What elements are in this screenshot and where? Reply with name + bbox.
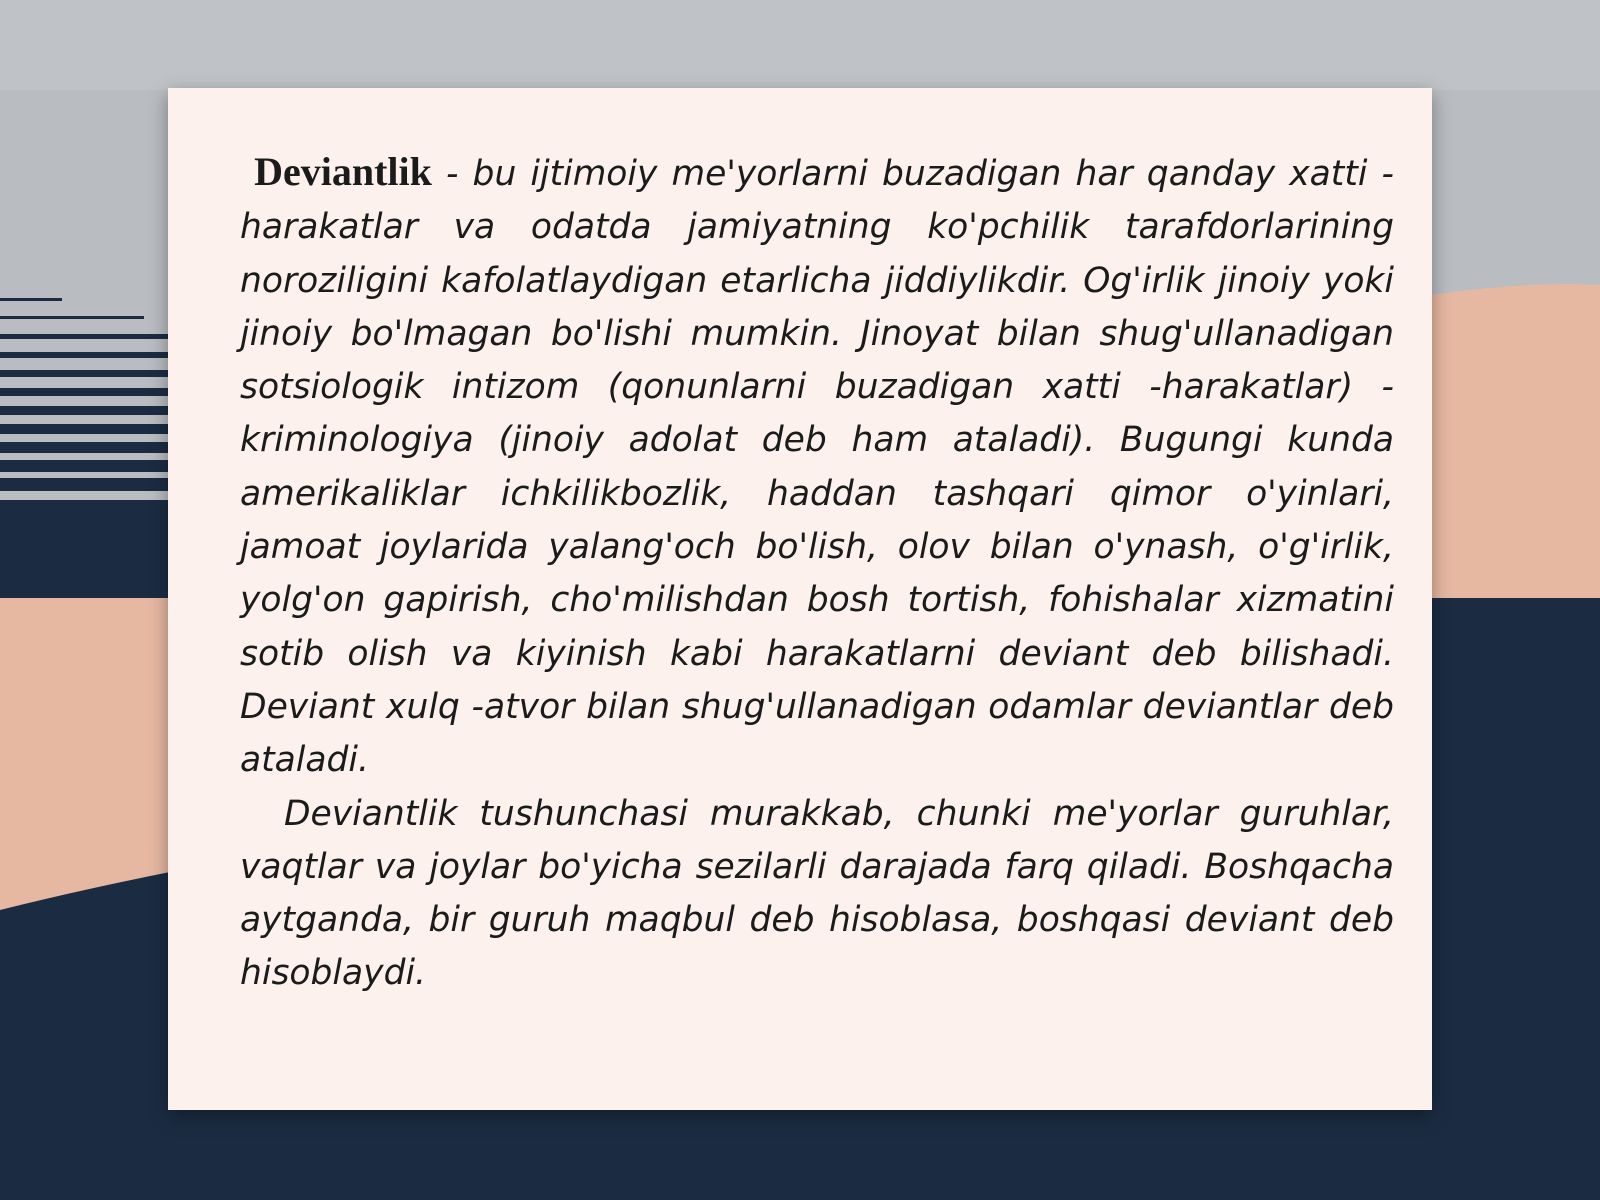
paragraph-complexity-text: Deviantlik tushunchasi murakkab, chunki me'yorlar guruhlar, vaqtlar va joylar bo'yicha sezilarli darajada farq qiladi. Boshqacha aytganda, bir guruh maqbul deb hisoblasa, boshqasi deviant deb hisoblaydi. [240, 793, 1395, 994]
paragraph-complexity [240, 788, 1394, 1001]
text-card [168, 88, 1432, 1110]
paragraph-definition-text: - bu ijtimoiy me'yorlarni buzadigan har qanday xatti -harakatlar va odatda jamiyatning ko'pchilik tarafdorlarining noroziligini kafolatlaydigan etarlicha jiddiylikdir. Og'irlik jinoiy yoki jinoiy bo'lmagan bo'lishi mumkin. Jinoyat bilan shug'ullanadigan sotsiologik intizom (qonunlarni buzadigan xatti -harakatlar) - kriminologiya (jinoiy adolat deb ham ataladi). Bugungi kunda amerikaliklar ichkilikbozlik, haddan tashqari qimor o'yinlari, jamoat joylarida yalang'och bo'lish, olov bilan o'ynash, o'g'irlik, yolg'on gapirish, cho'milishdan bosh tortish, fohishalar xizmatini sotib olish va kiyinish kabi harakatlarni deviant deb bilishadi. Deviant xulq -atvor bilan shug'ullanadigan odamlar deviantlar deb ataladi. [240, 154, 1394, 781]
paragraph-definition [240, 145, 1394, 788]
term-heading: Deviantlik [254, 149, 432, 194]
body-text [240, 145, 1394, 1001]
